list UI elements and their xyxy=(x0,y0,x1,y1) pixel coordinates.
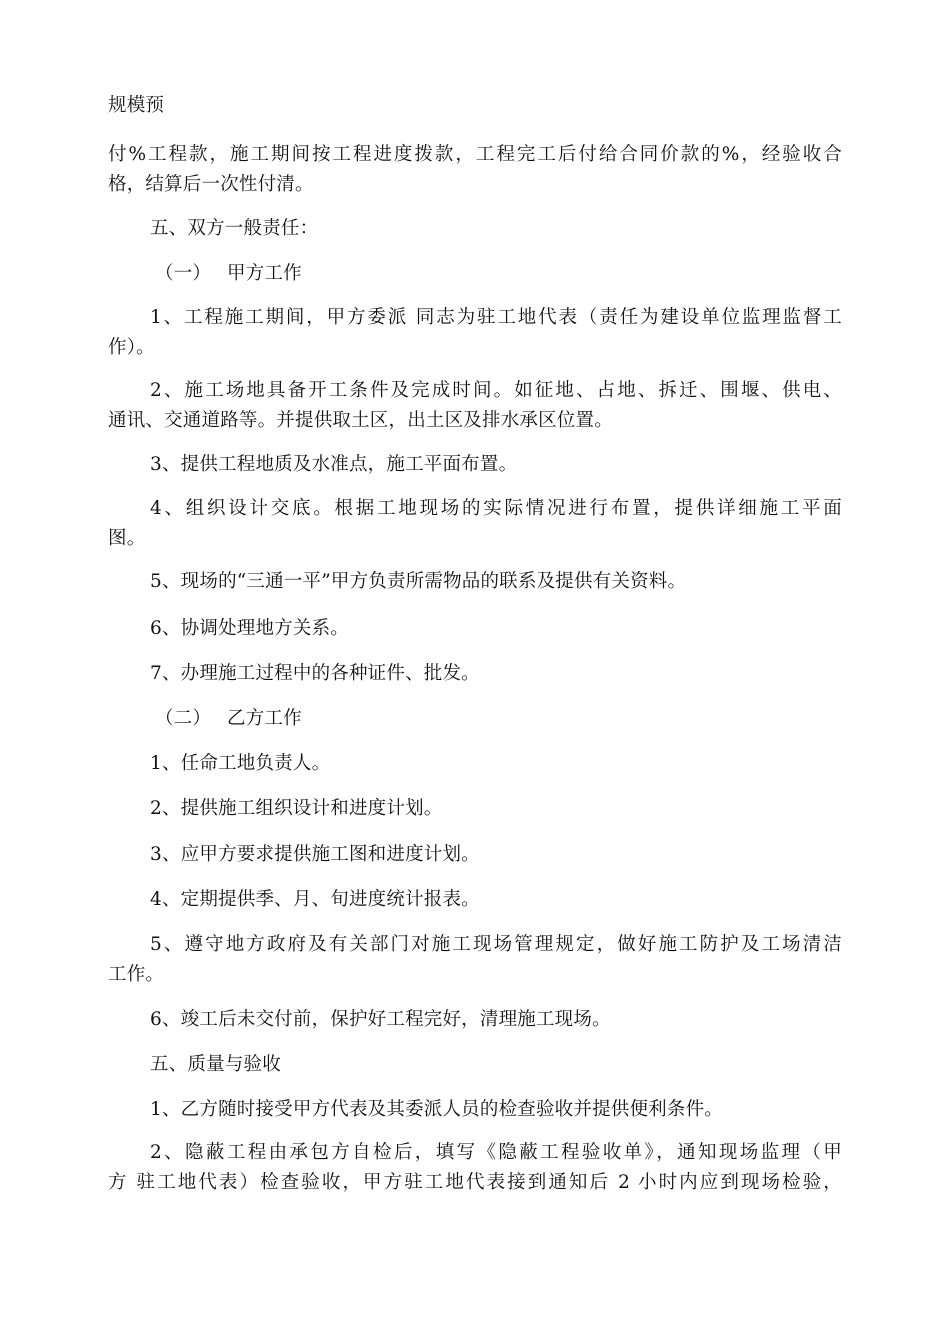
quality-item-1: 1、乙方随时接受甲方代表及其委派人员的检查验收并提供便利条件。 xyxy=(150,1099,723,1120)
quality-heading: 五、质量与验收 xyxy=(150,1054,281,1075)
fragment-top-text: 规模预 xyxy=(108,95,165,116)
party-a-item-2-line-1: 2、施工场地具备开工条件及完成时间。如征地、占地、拆迁、围堰、供电、 xyxy=(150,380,842,401)
party-a-item-3: 3、提供工程地质及水准点，施工平面布置。 xyxy=(150,454,518,475)
party-b-title: 乙方工作 xyxy=(227,708,302,729)
quality-item-2-line-1: 2、隐蔽工程由承包方自检后，填写《隐蔽工程验收单》，通知现场监理（甲 xyxy=(150,1142,842,1163)
party-a-heading xyxy=(155,259,889,289)
party-a-item-7: 7、办理施工过程中的各种证件、批发。 xyxy=(150,663,480,684)
party-a-item-1-line-2: 作）。 xyxy=(108,337,155,358)
party-a-item-1-line-1: 1、工程施工期间，甲方委派 同志为驻工地代表（责任为建设单位监理监督工 xyxy=(150,307,842,328)
party-a-number: （一） xyxy=(155,263,212,284)
party-b-item-5-line-2: 工作。 xyxy=(108,964,165,985)
party-b-number: （二） xyxy=(155,708,212,729)
party-a-item-5: 5、现场的“三通一平”甲方负责所需物品的联系及提供有关资料。 xyxy=(150,571,687,592)
party-b-item-5-line-1: 5、遵守地方政府及有关部门对施工现场管理规定，做好施工防护及工场清洁 xyxy=(150,934,842,955)
party-a-item-4-line-2: 图。 xyxy=(108,528,146,549)
party-b-item-6: 6、竣工后未交付前，保护好工程完好，清理施工现场。 xyxy=(150,1009,611,1030)
party-b-item-4: 4、定期提供季、月、旬进度统计报表。 xyxy=(150,889,480,910)
party-b-heading xyxy=(155,704,889,734)
party-a-item-2-line-2: 通讯、交通道路等。并提供取土区，出土区及排水承区位置。 xyxy=(108,410,613,431)
party-b-item-3: 3、应甲方要求提供施工图和进度计划。 xyxy=(150,844,480,865)
party-a-title: 甲方工作 xyxy=(227,263,302,284)
section-5-heading: 五、双方一般责任： xyxy=(150,218,319,239)
party-a-item-4-line-1: 4、组织设计交底。根据工地现场的实际情况进行布置，提供详细施工平面 xyxy=(150,498,842,519)
party-b-item-1: 1、任命工地负责人。 xyxy=(150,753,331,774)
payment-line-1: 付%工程款，施工期间按工程进度拨款，工程完工后付给合同价款的%，经验收合 xyxy=(108,144,842,165)
party-a-item-6: 6、协调处理地方关系。 xyxy=(150,618,349,639)
payment-line-2: 格，结算后一次性付清。 xyxy=(108,174,314,195)
quality-item-2-line-2: 方 驻工地代表）检查验收，甲方驻工地代表接到通知后 2 小时内应到现场检验， xyxy=(108,1172,842,1193)
party-b-item-2: 2、提供施工组织设计和进度计划。 xyxy=(150,798,443,819)
